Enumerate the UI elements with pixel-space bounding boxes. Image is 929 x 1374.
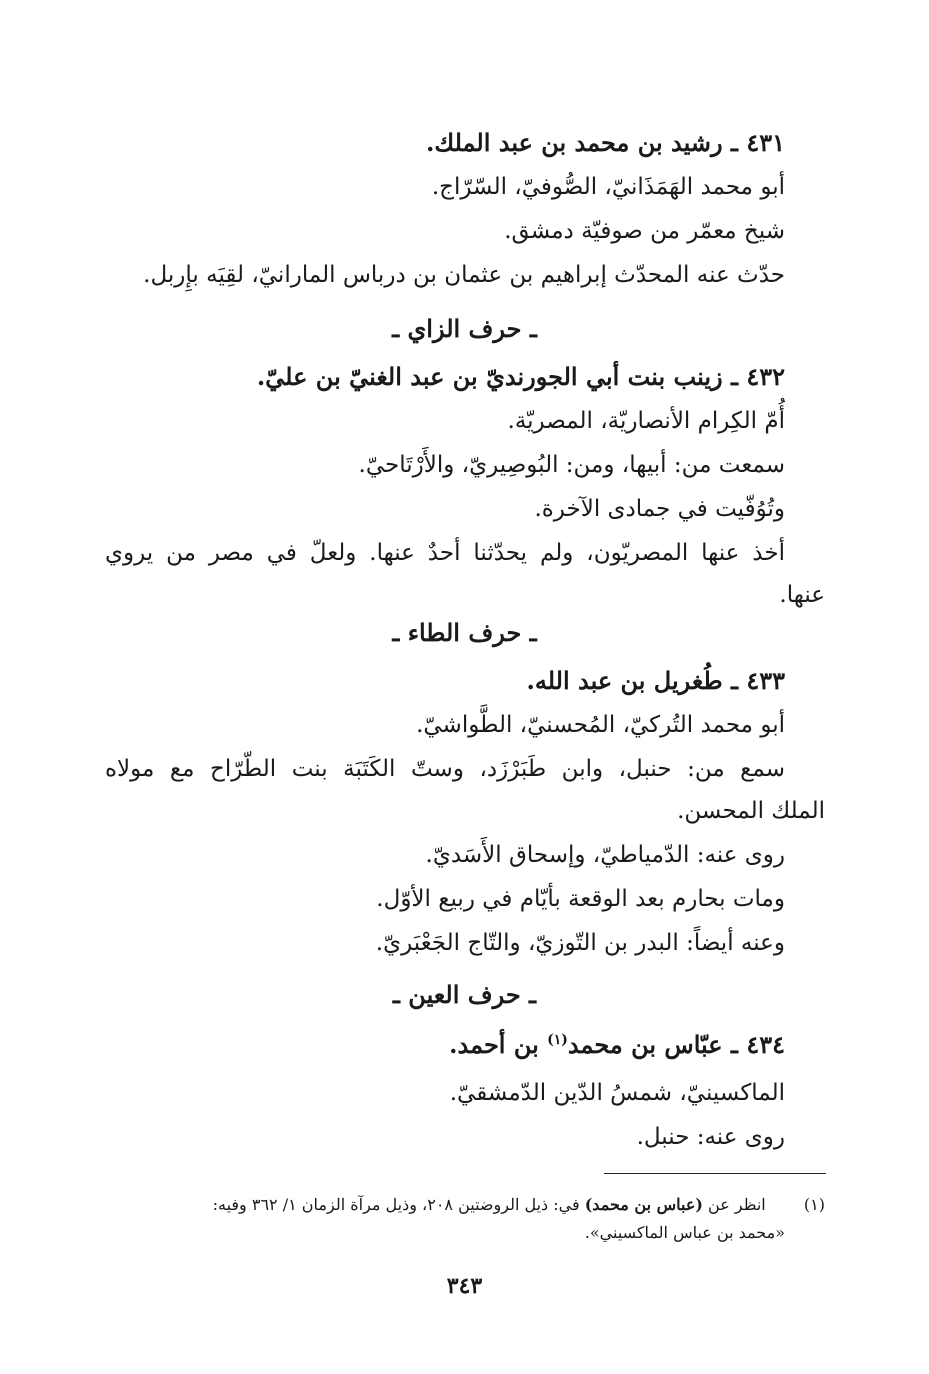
entry-433-line-6: وعنه أيضاً: البدر بن التّوزيّ، والتّاج الجَعْبَريّ.	[375, 930, 785, 956]
footnote-divider	[604, 1173, 826, 1174]
entry-431-line-3: حدّث عنه المحدّث إبراهيم بن عثمان بن درباس المارانيّ، لقِيَه بإِربل.	[143, 262, 785, 288]
footnote-line-1	[213, 1193, 825, 1217]
section-heading-ayn: ـ حرف العين ـ	[392, 980, 537, 1009]
entry-434-line-2: روى عنه: حنبل.	[636, 1124, 785, 1150]
footnote-text-bold: (عباس بن محمد)	[584, 1195, 703, 1214]
page-number: ٣٤٣	[446, 1273, 483, 1299]
entry-431-title: ٤٣١ ـ رشيد بن محمد بن عبد الملك.	[426, 128, 785, 157]
entry-433-line-2: سمع من: حنبل، وابن طَبَرْزَد، وستّ الكَتَبَة بنت الطّرّاح مع مولاه	[105, 756, 785, 782]
entry-432-line-4: أخذ عنها المصريّون، ولم يحدّثنا أحدٌ عنها. ولعلّ في مصر من يروي	[105, 540, 785, 566]
entry-432-title: ٤٣٢ ـ زينب بنت أبي الجورنديّ بن عبد الغنيّ بن عليّ.	[256, 362, 785, 391]
entry-433-line-4: روى عنه: الدّمياطيّ، وإسحاق الأَسَديّ.	[425, 842, 785, 868]
entry-432-line-2: سمعت من: أبيها، ومن: البُوصِيريّ، والأَرْتَاحيّ.	[358, 452, 785, 478]
section-heading-zay: ـ حرف الزاي ـ	[392, 314, 537, 343]
entry-433-line-3: الملك المحسن.	[677, 798, 825, 824]
entry-432-line-5: عنها.	[779, 582, 825, 608]
entry-433-line-1: أبو محمد التُركيّ، المُحسنيّ، الطَّواشيّ.	[416, 712, 785, 738]
entry-432-line-3: وتُوُفّيت في جمادى الآخرة.	[534, 496, 785, 522]
entry-434-line-1: الماكسينيّ، شمسُ الدّين الدّمشقيّ.	[449, 1080, 785, 1106]
entry-432-line-1: أُمّ الكِرام الأنصاريّة، المصريّة.	[507, 408, 785, 434]
footnote-marker: (١)	[803, 1195, 825, 1214]
entry-433-line-5: ومات بحارم بعد الوقعة بأيّام في ربيع الأوّل.	[376, 886, 785, 912]
footnote-line-2: «محمد بن عباس الماكسيني».	[584, 1223, 785, 1242]
entry-434-title-end: بن أحمد.	[449, 1030, 548, 1059]
entry-433-title: ٤٣٣ ـ طُغريل بن عبد الله.	[526, 666, 785, 695]
entry-431-line-2: شيخ معمّر من صوفيّة دمشق.	[504, 218, 785, 244]
footnote-text-b: في: ذيل الروضتين ٢٠٨، وذيل مرآة الزمان ١/ ٣٦٢ وفيه:	[212, 1195, 585, 1214]
entry-434-title	[449, 1030, 785, 1060]
entry-431-line-1: أبو محمد الهَمَذَانيّ، الصُّوفيّ، السّرّاج.	[431, 174, 785, 200]
footnote-reference: (١)	[547, 1032, 568, 1048]
footnote-text-a: انظر عن	[702, 1195, 766, 1214]
section-heading-ta: ـ حرف الطاء ـ	[392, 618, 537, 647]
entry-434-title-main: ٤٣٤ ـ عبّاس بن محمد	[567, 1030, 785, 1059]
